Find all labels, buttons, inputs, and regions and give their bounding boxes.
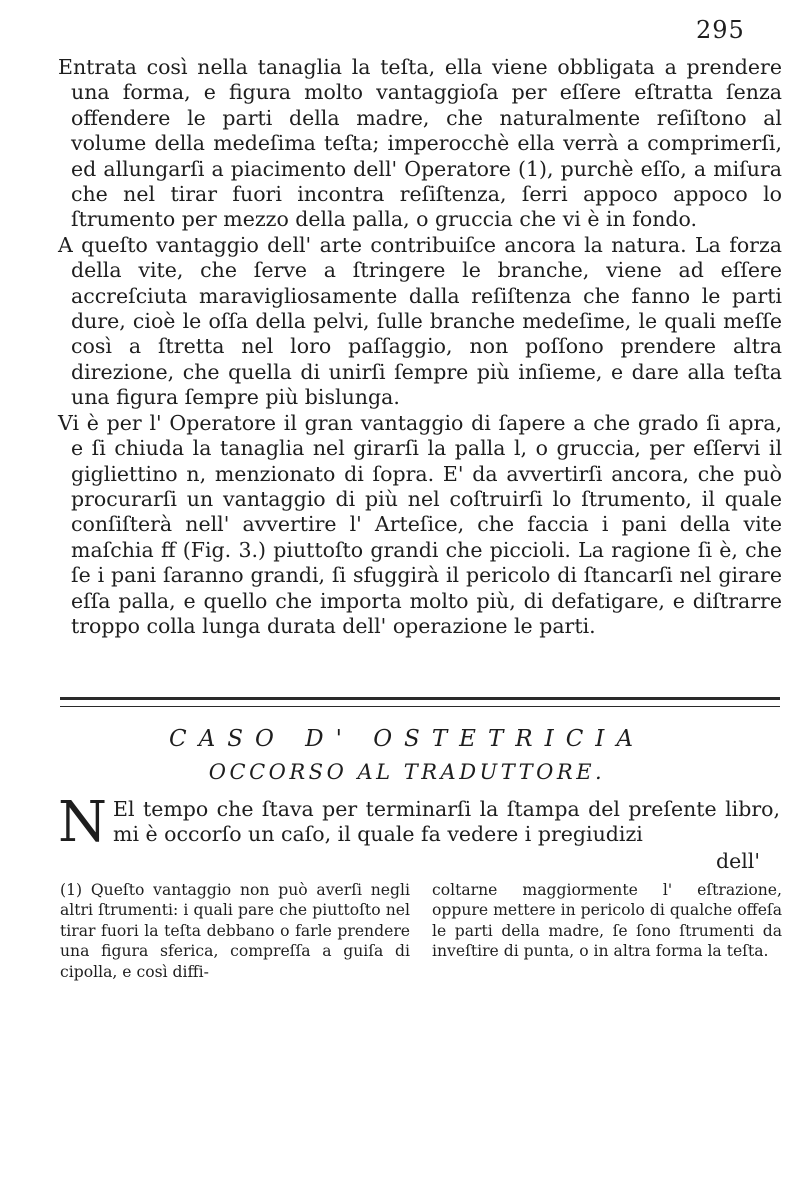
paragraph-1: Entrata così nella tanaglia la teſta, ella viene obbligata a prendere una forma, e figura molto vantaggioſa per eſſere eſtratta ſenza offendere le parti della madre, che naturalmente reſiſtono al volume della medeſima teſta; imperocchè ella verrà a comprimerſi, ed allungarſi a piacimento dell' Operatore (1), purchè eſſo, a miſura che nel tirar fuori incontra reſiſtenza, ſerri appoco appoco lo ſtrumento per mezzo della palla, o gruccia che vi è in fondo. <box>58 55 782 232</box>
page-number: 295 <box>696 16 745 44</box>
drop-cap: N <box>58 790 107 855</box>
case-subtitle: OCCORSO AL TRADUTTORE. <box>208 760 606 784</box>
main-text <box>58 55 782 639</box>
footnote-right-column: coltarne maggiormente l' eſtrazione, oppure mettere in pericolo di qualche offeſa le parti della madre, ſe ſono ſtrumenti da inveſtire di punta, o in altra forma la teſta. <box>432 881 782 961</box>
case-text: El tempo che ſtava per terminarſi la ſtampa del preſente libro, mi è occorſo un caſo, il quale fa vedere i pregiudizi <box>113 797 780 847</box>
section-divider <box>60 697 780 707</box>
catchword: dell' <box>716 849 761 873</box>
footnotes <box>60 880 782 982</box>
case-paragraph <box>58 790 780 855</box>
paragraph-2: A queſto vantaggio dell' arte contribuiſce ancora la natura. La forza della vite, che ſerve a ſtringere le branche, viene ad eſſere accreſciuta maravigliosamente dalla reſiſtenza che fanno le parti dure, cioè le oſſa della pelvi, ſulle branche medeſime, le quali meſſe così a ſtretta nel loro paſſaggio, non poſſono prendere altra direzione, che quella di unirſi ſempre più inſieme, e dare alla teſta una figura ſempre più bislunga. <box>58 232 782 410</box>
paragraph-3: Vi è per l' Operatore il gran vantaggio di ſapere a che grado ſi apra, e ſi chiuda la tanaglia nel girarſi la palla l, o gruccia, per eſſervi il gigliettino n, menzionato di ſopra. E' da avvertirſi ancora, che può procurarſi un vantaggio di più nel coſtruirſi lo ſtrumento, il quale conſiſterà nell' avvertire l' Arteſice, che faccia i pani della vite maſchia ff (Fig. 3.) piuttoſto grandi che piccioli. La ragione ſi è, che ſe i pani ſaranno grandi, ſi sfuggirà il pericolo di ſtancarſi nel girare eſſa palla, e quello che importa molto più, di defatigare, e diſtrarre troppo colla lunga durata dell' operazione le parti. <box>58 410 782 638</box>
case-title: CASO D' OSTETRICIA <box>169 726 645 752</box>
footnote-left-column: (1) Queſto vantaggio non può averſi negli altri ſtrumenti: i quali pare che piuttoſto nel tirar fuori la teſta debbano o farle prendere una figura sferica, compreſſa a guiſa di cipolla, e così diffi- <box>60 881 410 981</box>
